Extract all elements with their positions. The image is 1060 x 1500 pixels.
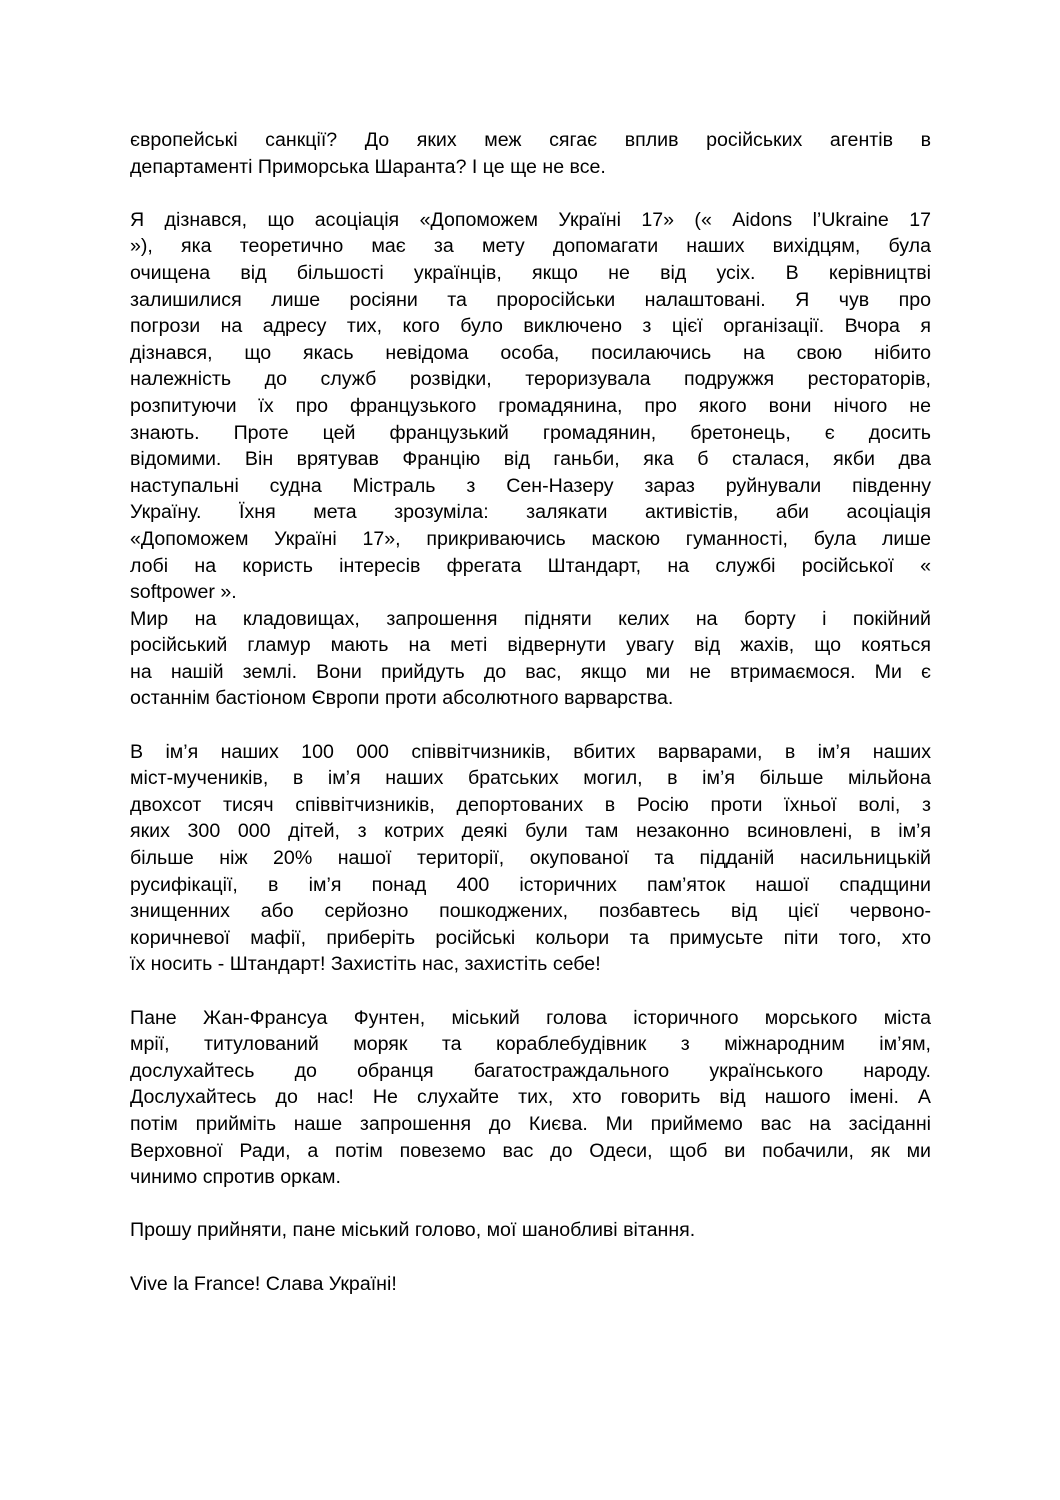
text-line: останнім бастіоном Європи проти абсолютного варварства. [130,687,674,710]
text-line: softpower ». [130,581,237,604]
text-line: знищенних або серйозно пошкоджених, позбавтесь від цієї червоно- [130,900,931,923]
letter-body [130,127,931,1297]
paragraph-2 [130,606,931,712]
text-line: Мир на кладовищах, запрошення підняти келих на борту і покійний [130,607,931,630]
text-line: коричневої мафії, приберіть російські кольори та примусьте піти того, хто [130,926,931,949]
text-line: »), яка теоретично має за мету допомагати наших вихідцям, була [130,235,931,258]
text-line: Україну. Їхня мета зрозуміла: залякати активістів, аби асоціація [130,501,931,524]
text-line: лобі на користь інтересів фрегата Штандарт, на службі російської « [130,554,931,577]
text-line: яких 300 000 дітей, з котрих деякі були там незаконно всиновлені, в ім’я [130,820,931,843]
text-line: департаменті Приморська Шаранта? І це ще не все. [130,155,606,178]
text-line: мрії, титулований моряк та кораблебудівник з міжнародним ім’ям, [130,1033,931,1056]
text-line: потім прийміть наше запрошення до Києва. Ми приймемо вас на засіданні [130,1112,931,1135]
paragraph-5 [130,1217,931,1244]
text-line: належність до служб розвідки, тероризувала подружжя рестораторів, [130,368,931,391]
text-line: європейські санкції? До яких меж сягає вплив російських агентів в [130,129,931,151]
text-line: «Допоможем Україні 17», прикриваючись маскою гуманності, була лише [130,527,931,550]
text-line: Пане Жан-Франсуа Фунтен, міський голова історичного морського міста [130,1006,931,1029]
text-line: дослухайтесь до обранця багатостраждального українського народу. [130,1059,931,1082]
text-line: Vive la France! Слава Україні! [130,1272,397,1295]
paragraph-0 [130,127,931,180]
text-line: розпитуючи їх про французького громадянина, про якого вони нічого не [130,394,931,417]
text-line: чинимо спротив оркам. [130,1166,341,1189]
text-line: знають. Проте цей французький громадянин, бретонець, є досить [130,421,931,444]
paragraph-4 [130,1005,931,1191]
paragraph-1 [130,207,931,606]
text-line: міст-мучеників, в ім’я наших братських могил, в ім’я більше мільйона [130,767,931,790]
text-line: наступальні судна Містраль з Сен-Назеру зараз руйнували південну [130,474,931,497]
paragraph-6 [130,1271,931,1298]
text-line: Я дізнався, що асоціація «Допоможем Україні 17» (« Aidons l’Ukraine 17 [130,208,931,231]
text-line: очищена від більшості українців, якщо не від усіх. В керівництві [130,261,931,284]
text-line: відомими. Він врятував Францію від ганьби, яка б сталася, якби два [130,448,931,471]
text-line: їх носить - Штандарт! Захистіть нас, захистіть себе! [130,953,601,976]
text-line: Верховної Ради, а потім повеземо вас до Одеси, щоб ви побачили, як ми [130,1139,931,1162]
text-line: на нашій землі. Вони прийдуть до вас, якщо ми не втримаємося. Ми є [130,660,931,683]
text-line: В ім’я наших 100 000 співвітчизників, вбитих варварами, в ім’я наших [130,740,931,763]
paragraph-3 [130,739,931,978]
text-line: Прошу прийняти, пане міський голово, мої шанобливі вітання. [130,1219,696,1242]
text-line: дізнався, що якась невідома особа, посилаючись на свою нібито [130,341,931,364]
text-line: русифікації, в ім’я понад 400 історичних пам’яток нашої спадщини [130,873,931,896]
text-line: російський гламур мають на меті відвернути увагу від жахів, що кояться [130,634,931,657]
text-line: двохсот тисяч співвітчизників, депортованих в Росію проти їхньої волі, з [130,793,931,816]
text-line: погрози на адресу тих, кого було виключено з цієї організації. Вчора я [130,315,931,338]
text-line: залишилися лише росіяни та проросійськи налаштовані. Я чув про [130,288,931,311]
text-line: більше ніж 20% нашої території, окупованої та підданій насильницькій [130,847,931,870]
text-line: Дослухайтесь до нас! Не слухайте тих, хто говорить від нашого імені. А [130,1086,931,1109]
